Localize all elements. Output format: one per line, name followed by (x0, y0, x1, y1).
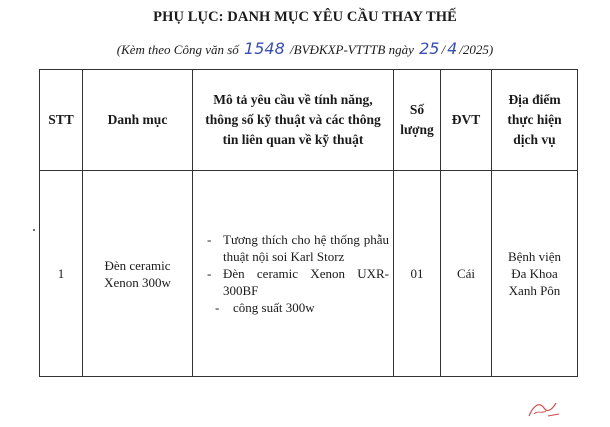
document-title: PHỤ LỤC: DANH MỤC YÊU CẦU THAY THẾ (153, 9, 457, 25)
header-mo-ta: Mô tả yêu cầu về tính năng, thông số kỹ thuật và các thông tin liên quan về kỹ thuật (193, 70, 394, 171)
date-month-handwritten: 4 (447, 39, 458, 58)
cell-so-luong: 01 (394, 171, 441, 377)
header-so-luong: Số lượng (394, 70, 441, 171)
subtitle-prefix: (Kèm theo Công văn số (116, 42, 239, 57)
description-list (201, 231, 389, 316)
cell-dvt: Cái (441, 171, 492, 377)
signature-mark-icon (526, 398, 562, 420)
cell-danh-muc: Đèn ceramic Xenon 300w (83, 171, 193, 377)
cell-mo-ta (193, 171, 394, 377)
cell-dia-diem: Bệnh viện Đa Khoa Xanh Pôn (492, 171, 578, 377)
cell-stt: 1 (40, 171, 83, 377)
description-item: - Đèn ceramic Xenon UXR-300BF (201, 265, 389, 299)
description-item: - Tương thích cho hệ thống phẫu thuật nội soi Karl Storz (201, 231, 389, 265)
subtitle-suffix: /2025) (459, 42, 494, 57)
requirements-table (39, 69, 578, 377)
margin-dot (33, 229, 35, 231)
description-item: - công suất 300w (201, 299, 389, 316)
subtitle-middle: /BVĐKXP-VTTTB ngày (290, 42, 414, 57)
date-day-handwritten: 25 (419, 39, 440, 58)
table-header-row (40, 70, 578, 171)
date-separator: / (441, 42, 446, 57)
header-stt: STT (40, 70, 83, 171)
header-dia-diem: Địa điểm thực hiện dịch vụ (492, 70, 578, 171)
document-subtitle (0, 39, 610, 58)
header-danh-muc: Danh mục (83, 70, 193, 171)
header-dvt: ĐVT (441, 70, 492, 171)
table-row (40, 171, 578, 377)
document-number-handwritten: 1548 (244, 39, 285, 58)
